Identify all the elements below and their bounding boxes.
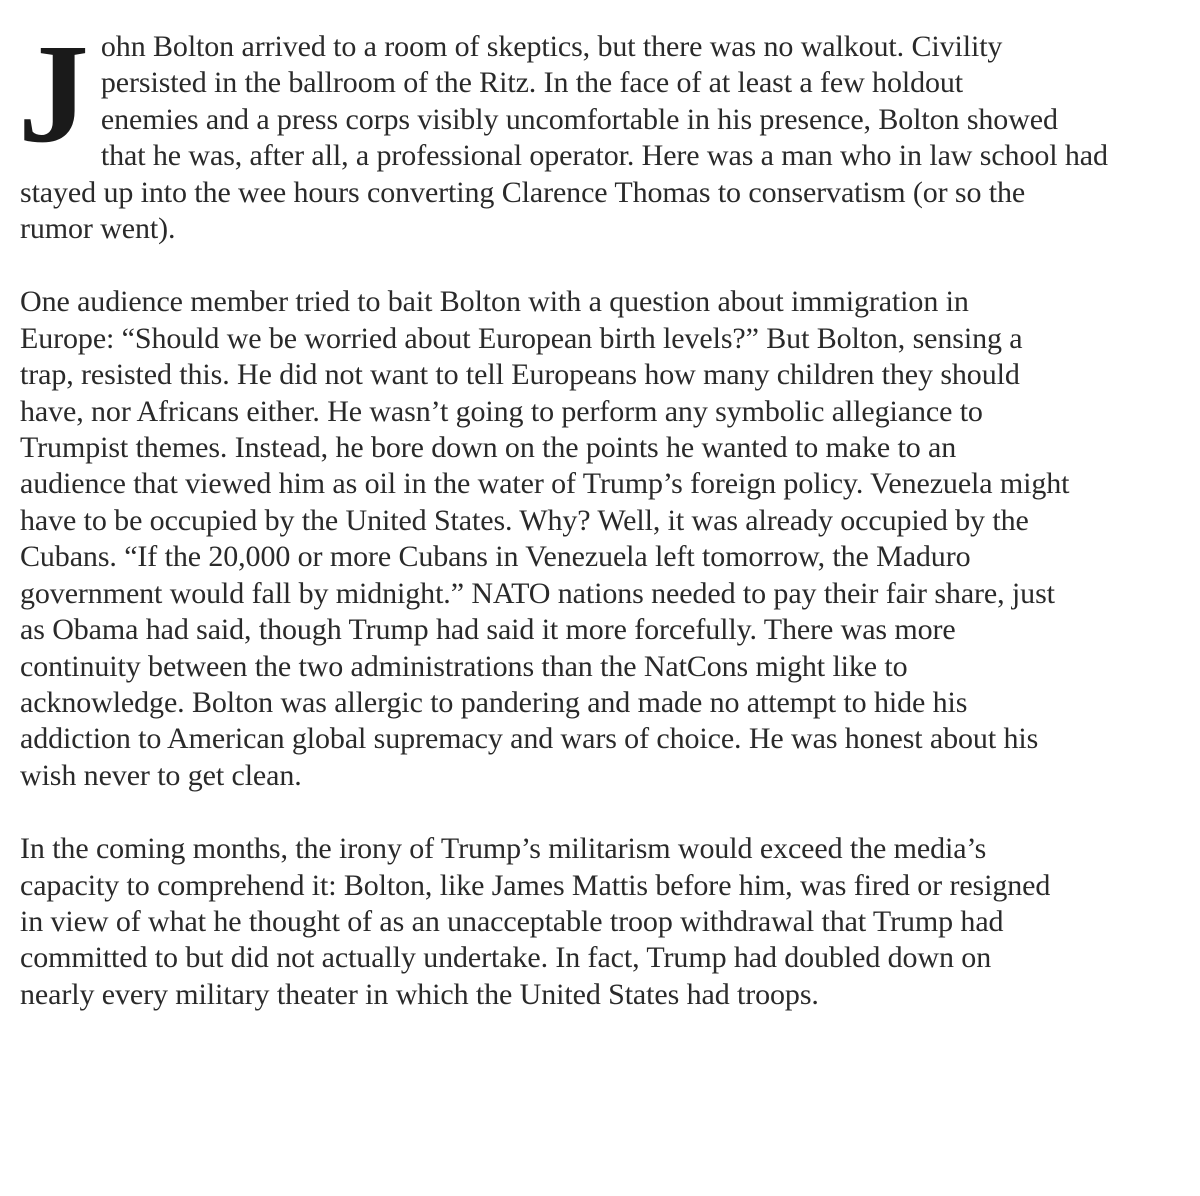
text-line: persisted in the ballroom of the Ritz. In the face of at least a few holdout	[100, 66, 964, 100]
text-line: that he was, after all, a professional operator. Here was a man who in law school had	[100, 139, 1108, 173]
text-line: Cubans. “If the 20,000 or more Cubans in Venezuela left tomorrow, the Maduro	[20, 540, 971, 574]
text-line: nearly every military theater in which the United States had troops.	[20, 977, 819, 1011]
text-line: wish never to get clean.	[20, 758, 302, 792]
paragraph-2	[20, 284, 1188, 794]
text-line: trap, resisted this. He did not want to tell Europeans how many children they should	[20, 358, 1020, 392]
drop-cap: J	[18, 14, 89, 172]
paragraph-1	[18, 14, 1188, 247]
text-line: acknowledge. Bolton was allergic to pandering and made no attempt to hide his	[20, 685, 968, 719]
text-line: have to be occupied by the United States. Why? Well, it was already occupied by the	[20, 503, 1029, 537]
text-line: Europe: “Should we be worried about European birth levels?” But Bolton, sensing a	[20, 321, 1023, 355]
text-line: Trumpist themes. Instead, he bore down on the points he wanted to make to an	[20, 431, 957, 465]
text-line: enemies and a press corps visibly uncomfortable in his presence, Bolton showed	[100, 102, 1058, 136]
article-body	[18, 14, 1188, 1013]
text-line: committed to but did not actually undertake. In fact, Trump had doubled down on	[20, 941, 992, 975]
text-line: have, nor Africans either. He wasn’t going to perform any symbolic allegiance to	[20, 394, 983, 428]
text-line: stayed up into the wee hours converting Clarence Thomas to conservatism (or so the	[20, 175, 1026, 209]
text-line: In the coming months, the irony of Trump’s militarism would exceed the media’s	[20, 832, 987, 866]
text-line: rumor went).	[20, 212, 176, 246]
text-line: audience that viewed him as oil in the water of Trump’s foreign policy. Venezuela might	[20, 467, 1070, 501]
text-line: addiction to American global supremacy and wars of choice. He was honest about his	[20, 722, 1039, 756]
text-line: capacity to comprehend it: Bolton, like James Mattis before him, was fired or resigned	[20, 868, 1051, 902]
text-line: government would fall by midnight.” NATO nations needed to pay their fair share, just	[20, 576, 1055, 610]
text-line: ohn Bolton arrived to a room of skeptics, but there was no walkout. Civility	[100, 30, 1003, 63]
text-line: in view of what he thought of as an unacceptable troop withdrawal that Trump had	[20, 904, 1004, 938]
paragraph-3	[20, 831, 1188, 1013]
text-line: One audience member tried to bait Bolton with a question about immigration in	[20, 285, 969, 319]
text-line: as Obama had said, though Trump had said it more forcefully. There was more	[20, 613, 956, 647]
text-line: continuity between the two administrations than the NatCons might like to	[20, 649, 908, 683]
